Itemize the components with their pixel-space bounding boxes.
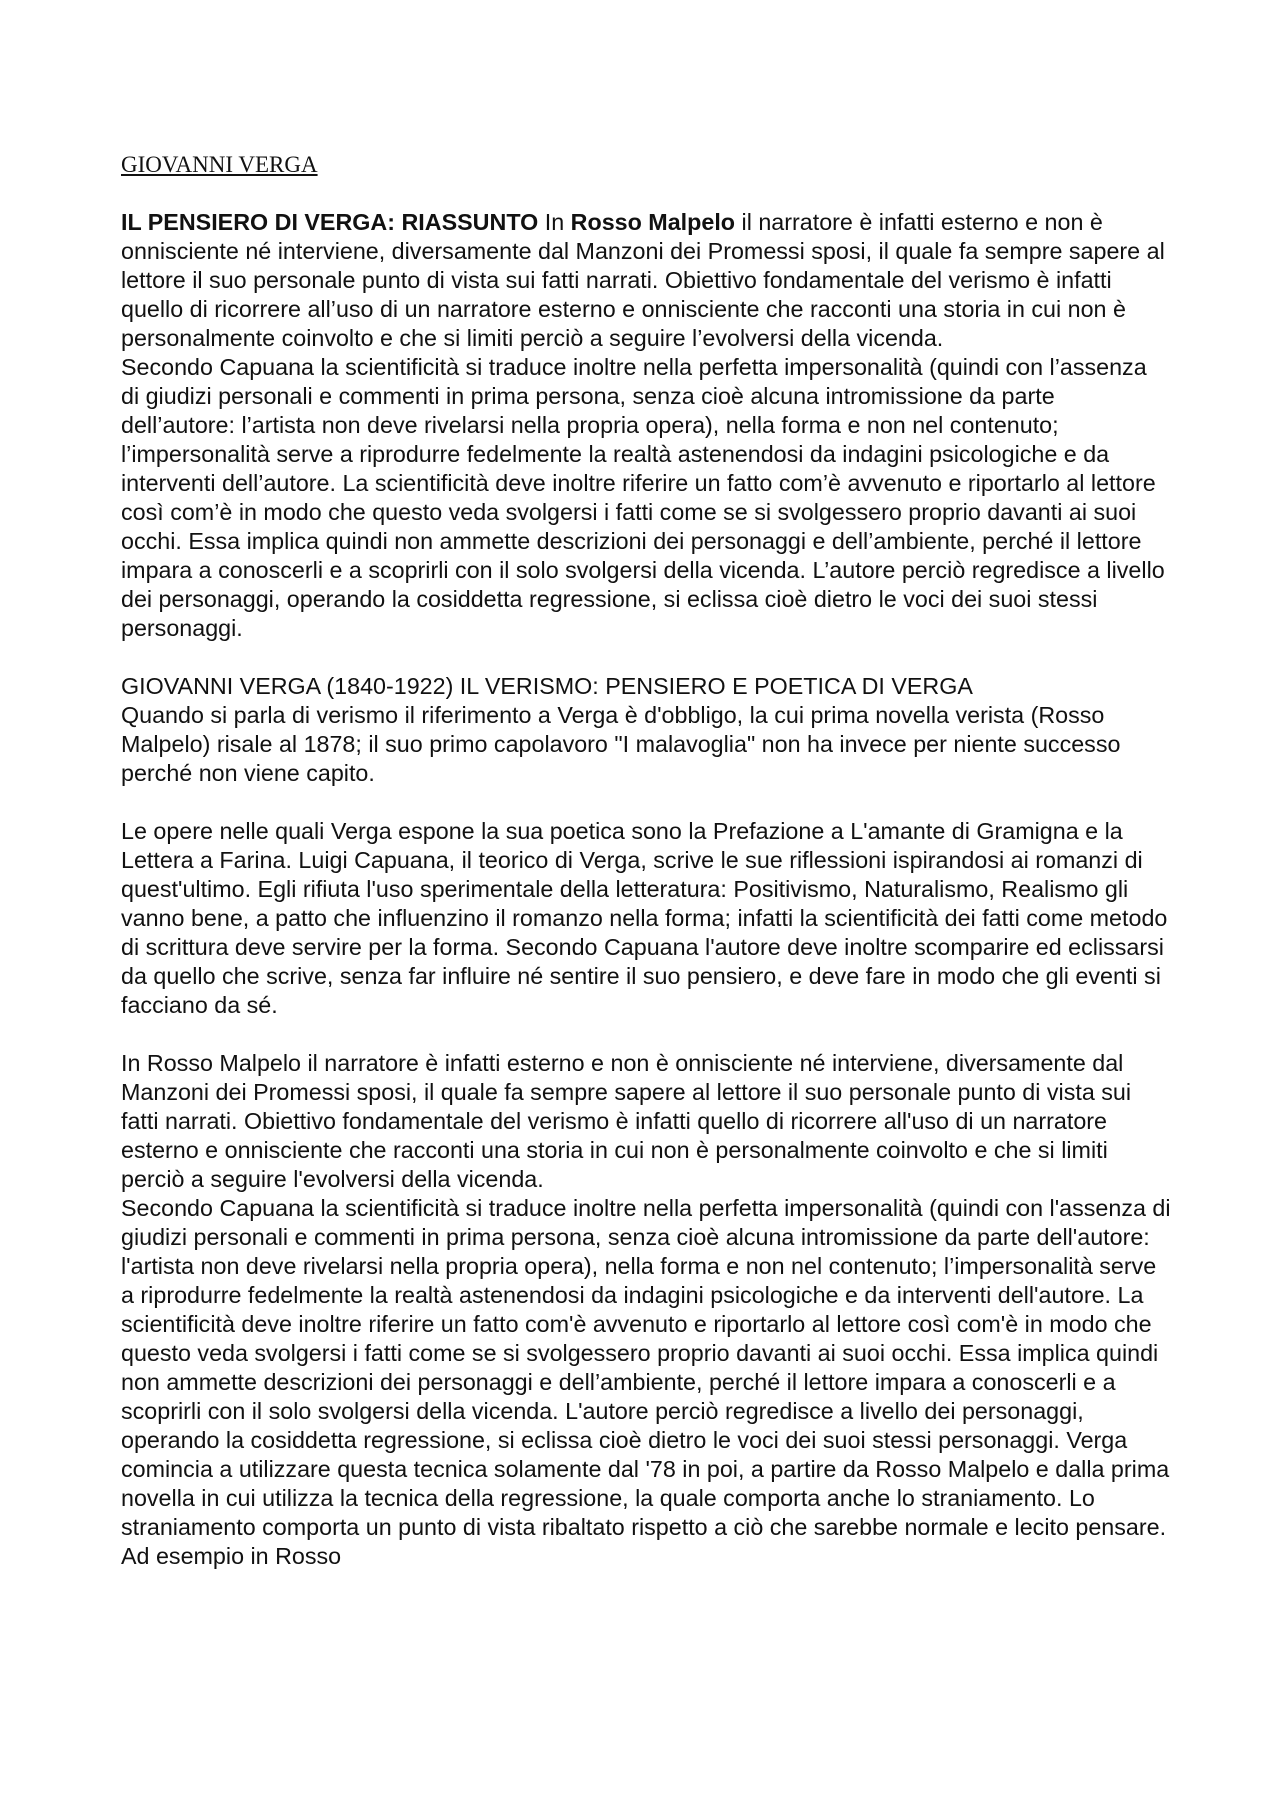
section2-heading: GIOVANNI VERGA (1840-1922) IL VERISMO: PENSIERO E POETICA DI VERGA: [121, 673, 973, 699]
section1-heading: IL PENSIERO DI VERGA: RIASSUNTO: [121, 209, 539, 235]
section4-paragraph-b: Secondo Capuana la scientificità si traduce inoltre nella perfetta impersonalità (quindi con l'assenza di giudizi personali e commenti in prima persona, senza cioè alcuna intromissione da parte dell'autore: l'artista non deve rivelarsi nella propria opera), nella forma e non nel contenuto; l’impersonalità serve a riprodurre fedelmente la realtà astenendosi da indagini psicologiche e da interventi dell'autore. La scientificità deve inoltre riferire un fatto com'è avvenuto e riportarlo al lettore così com'è in modo che questo veda svolgersi i fatti come se si svolgessero proprio davanti ai suoi occhi. Essa implica quindi non ammette descrizioni dei personaggi e dell’ambiente, perché il lettore impara a conoscerli e a scoprirli con il solo svolgersi della vicenda. L'autore perciò regredisce a livello dei personaggi, operando la cosiddetta regressione, si eclissa cioè dietro le voci dei suoi stessi personaggi. Verga comincia a utilizzare questa tecnica solamente dal '78 in poi, a partire da Rosso Malpelo e dalla prima novella in cui utilizza la tecnica della regressione, la quale comporta anche lo straniamento. Lo straniamento comporta un punto di vista ribaltato rispetto a ciò che sarebbe normale e lecito pensare. Ad esempio in Rosso: [121, 1195, 1171, 1569]
section1-paragraph-a: [121, 208, 1171, 353]
section1-text-a: il narratore è infatti esterno e non è onnisciente né interviene, diversamente dal Manzoni dei Promessi sposi, il quale fa sempre sapere al lettore il suo personale punto di vista sui fatti narrati. Obiettivo fondamentale del verismo è infatti quello di ricorrere all’uso di un narratore esterno e onnisciente che racconti una storia in cui non è personalmente coinvolto e che si limiti perciò a seguire l’evolversi della vicenda.: [121, 209, 1165, 351]
section2-paragraph: Quando si parla di verismo il riferimento a Verga è d'obbligo, la cui prima novella verista (Rosso Malpelo) risale al 1878; il suo primo capolavoro "I malavoglia" non ha invece per niente successo perché non viene capito.: [121, 702, 1121, 786]
section1-paragraph-b: Secondo Capuana la scientificità si traduce inoltre nella perfetta impersonalità (quindi con l’assenza di giudizi personali e commenti in prima persona, senza cioè alcuna intromissione da parte dell’autore: l’artista non deve rivelarsi nella propria opera), nella forma e non nel contenuto; l’impersonalità serve a riprodurre fedelmente la realtà astenendosi da indagini psicologiche e da interventi dell’autore. La scientificità deve inoltre riferire un fatto com’è avvenuto e riportarlo al lettore così com’è in modo che questo veda svolgersi i fatti come se si svolgessero proprio davanti ai suoi occhi. Essa implica quindi non ammette descrizioni dei personaggi e dell’ambiente, perché il lettore impara a conoscerli e a scoprirli con il solo svolgersi della vicenda. L’autore perciò regredisce a livello dei personaggi, operando la cosiddetta regressione, si eclissa cioè dietro le voci dei suoi stessi personaggi.: [121, 354, 1165, 641]
section3-paragraph: Le opere nelle quali Verga espone la sua poetica sono la Prefazione a L'amante di Gramigna e la Lettera a Farina. Luigi Capuana, il teorico di Verga, scrive le sue riflessioni ispirandosi ai romanzi di quest'ultimo. Egli rifiuta l'uso sperimentale della letteratura: Positivismo, Naturalismo, Realismo gli vanno bene, a patto che influenzino il romanzo nella forma; infatti la scientificità dei fatti come metodo di scrittura deve servire per la forma. Secondo Capuana l'autore deve inoltre scomparire ed eclissarsi da quello che scrive, senza far influire né sentire il suo pensiero, e deve fare in modo che gli eventi si facciano da sé.: [121, 818, 1168, 1018]
section1-in-word: In: [538, 209, 571, 235]
section4-paragraph-a: In Rosso Malpelo il narratore è infatti esterno e non è onnisciente né interviene, diversamente dal Manzoni dei Promessi sposi, il quale fa sempre sapere al lettore il suo personale punto di vista sui fatti narrati. Obiettivo fondamentale del verismo è infatti quello di ricorrere all'uso di un narratore esterno e onnisciente che racconti una storia in cui non è personalmente coinvolto e che si limiti perciò a seguire l'evolversi della vicenda.: [121, 1050, 1132, 1192]
paragraph-spacer: [121, 788, 1171, 817]
paragraph-spacer: [121, 1020, 1171, 1049]
paragraph-spacer: [121, 643, 1171, 672]
section1-bold-name: Rosso Malpelo: [570, 209, 736, 235]
document-page: [121, 150, 1171, 1571]
document-title: GIOVANNI VERGA: [121, 152, 318, 177]
